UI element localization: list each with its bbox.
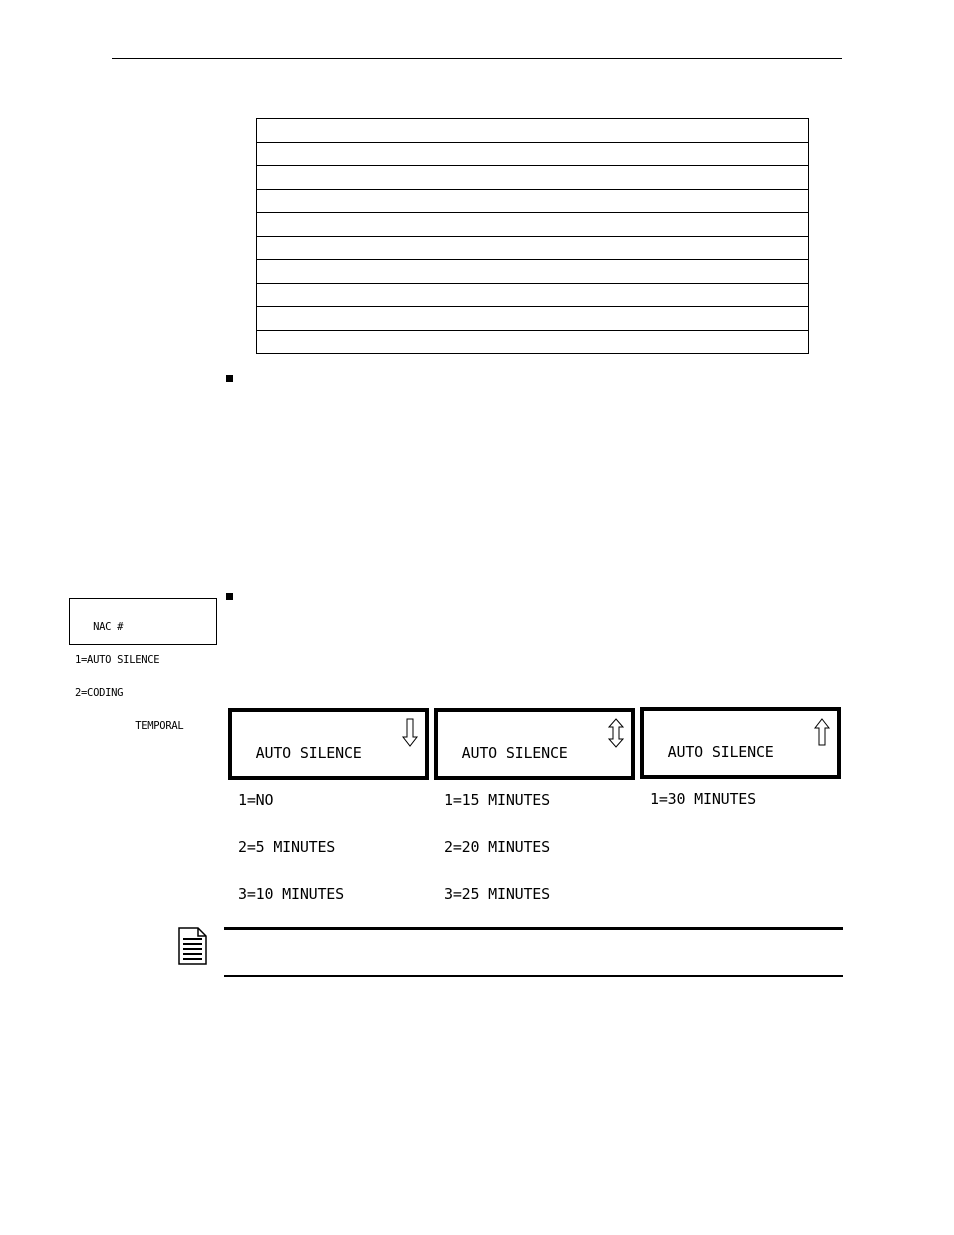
- nac-lcd-screen: [69, 598, 217, 732]
- table-row: [257, 236, 809, 260]
- bullet-marker: [226, 593, 233, 600]
- table-row: [257, 142, 809, 166]
- table-row: [257, 283, 809, 307]
- up-down-arrow-icon: [607, 718, 625, 748]
- lcd-line: 2=5 MINUTES: [238, 837, 336, 856]
- bullet-marker: [226, 375, 233, 382]
- table-row: [257, 166, 809, 190]
- lcd-line: 2=CODING: [75, 687, 124, 699]
- lcd-line: AUTO SILENCE: [444, 744, 568, 763]
- note-document-icon: [178, 927, 207, 965]
- table-cell: [257, 166, 809, 190]
- auto-silence-screen-3: [640, 707, 841, 808]
- up-arrow-icon: [813, 717, 831, 747]
- lcd-line: [650, 886, 837, 902]
- lcd-line: 1=15 MINUTES: [444, 790, 550, 809]
- table-cell: [257, 213, 809, 237]
- table-cell: [257, 307, 809, 331]
- auto-silence-screen-1: [228, 708, 429, 903]
- lcd-line: AUTO SILENCE: [650, 743, 774, 762]
- lcd-line: 2=20 MINUTES: [444, 837, 550, 856]
- lcd-line: 1=30 MINUTES: [650, 789, 756, 808]
- table-row: [257, 119, 809, 143]
- lcd-line: 1=NO: [238, 790, 274, 809]
- table-cell: [257, 189, 809, 213]
- down-arrow-icon: [401, 718, 419, 748]
- header-rule: [112, 58, 842, 59]
- note-bottom-rule: [224, 975, 843, 977]
- lcd-line: NAC #: [75, 621, 124, 633]
- options-table: [256, 118, 809, 354]
- auto-silence-screen-2: [434, 708, 635, 903]
- lcd-line: AUTO SILENCE: [238, 744, 362, 763]
- lcd-line: TEMPORAL: [75, 720, 184, 732]
- table-cell: [257, 142, 809, 166]
- table-cell: [257, 330, 809, 354]
- lcd-line: [650, 839, 837, 855]
- table-cell: [257, 283, 809, 307]
- table-cell: [257, 119, 809, 143]
- table-row: [257, 189, 809, 213]
- table-cell: [257, 236, 809, 260]
- note-top-rule: [224, 927, 843, 930]
- lcd-line: 1=AUTO SILENCE: [75, 654, 160, 666]
- table-row: [257, 330, 809, 354]
- table-row: [257, 307, 809, 331]
- table-cell: [257, 260, 809, 284]
- table-row: [257, 213, 809, 237]
- lcd-line: 3=10 MINUTES: [238, 884, 344, 903]
- lcd-line: 3=25 MINUTES: [444, 884, 550, 903]
- table-row: [257, 260, 809, 284]
